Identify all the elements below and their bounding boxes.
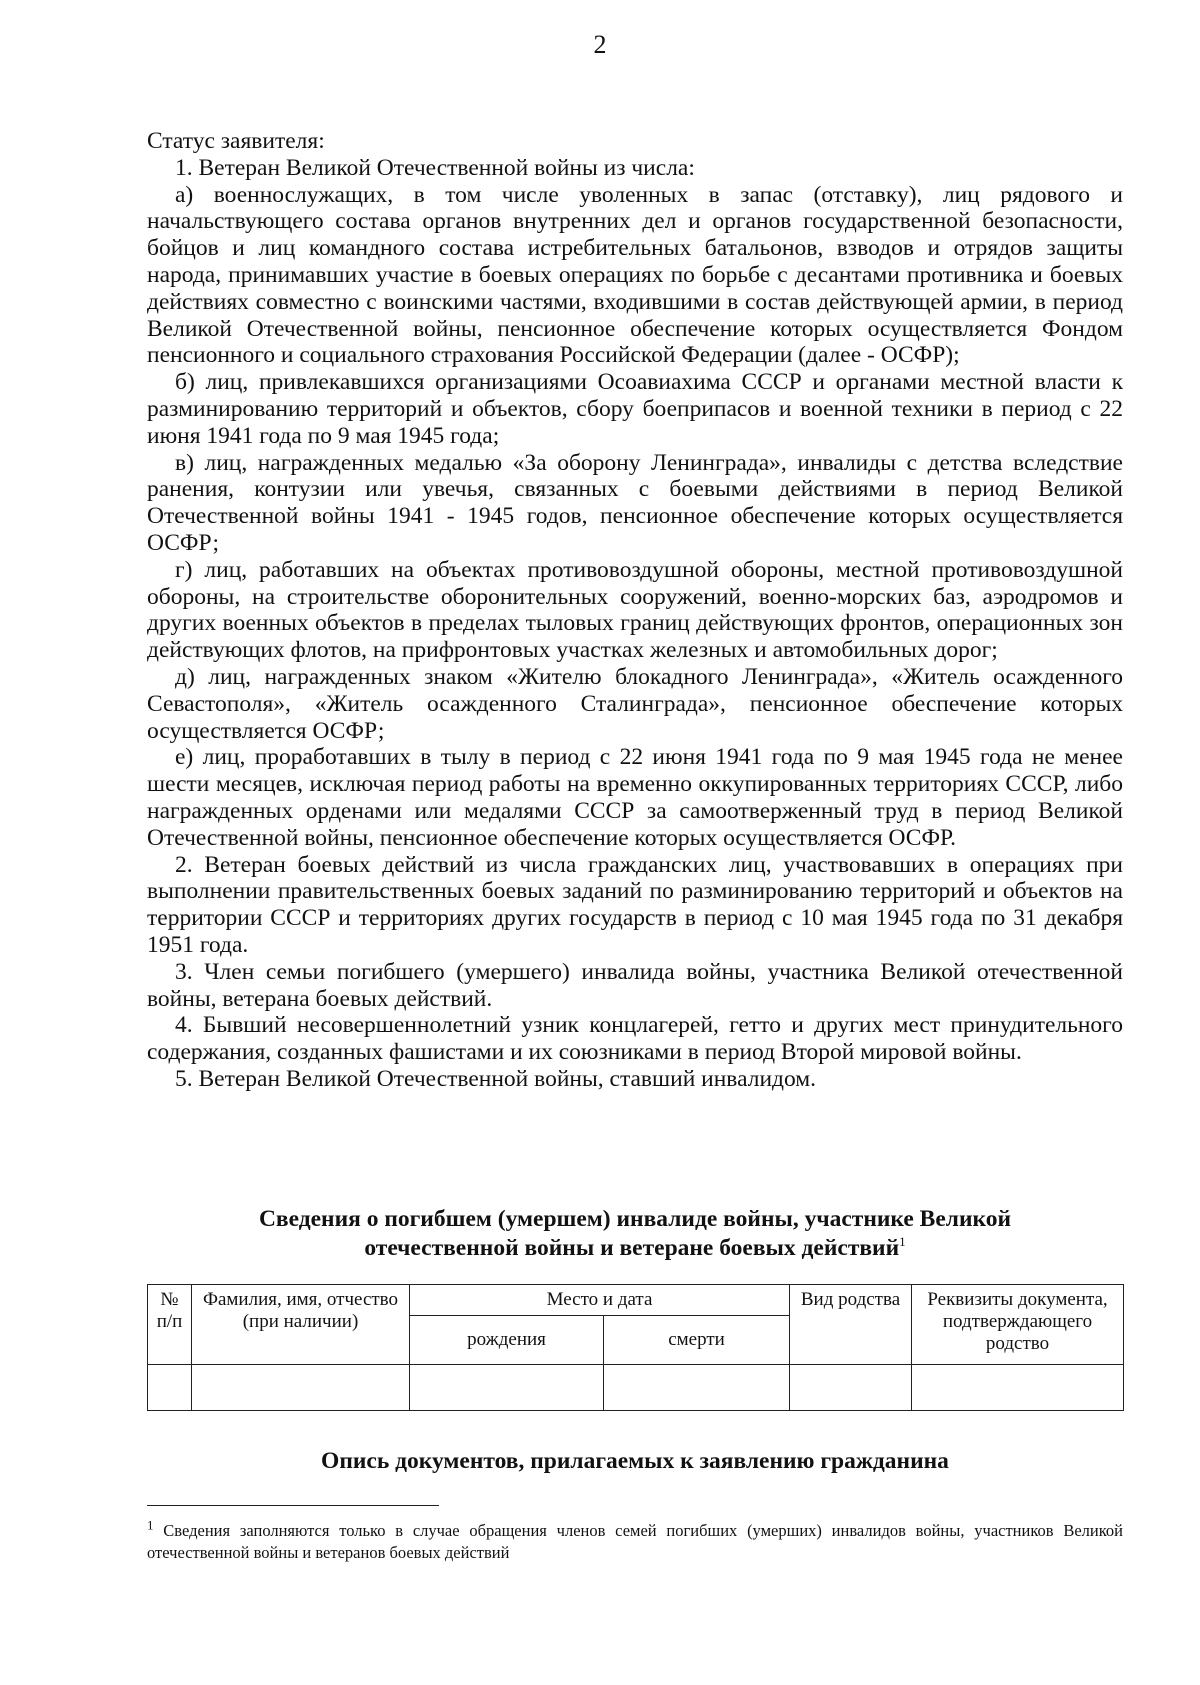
footnote-divider xyxy=(147,1505,439,1506)
cell-full-name[interactable] xyxy=(192,1365,410,1411)
table-row xyxy=(148,1365,1124,1411)
cell-document[interactable] xyxy=(912,1365,1124,1411)
header-num: № п/п xyxy=(148,1285,192,1365)
deceased-info-title-line1: Сведения о погибшем (умершем) инвалиде войны, участнике Великой xyxy=(258,1206,1012,1232)
status-item-2: 2. Ветеран боевых действий из числа гражданских лиц, участвовавших в операциях при выполнении правительственных боевых заданий по разминированию территорий и объектов на территории СССР и территориях других государств в период с 10 мая 1945 года по 31 декабря 1951 года. xyxy=(147,851,1123,958)
header-death: смерти xyxy=(604,1316,790,1365)
applicant-status-section xyxy=(147,128,1123,1093)
cell-num[interactable] xyxy=(148,1365,192,1411)
status-item-5: 5. Ветеран Великой Отечественной войны, ставший инвалидом. xyxy=(175,1065,817,1092)
table-header-row xyxy=(148,1285,1124,1316)
status-item-1d: д) лиц, награжденных знаком «Жителю блокадного Ленинграда», «Житель осажденного Севастополя», «Житель осажденного Сталинграда», пенсионное обеспечение которых осуществляется ОСФР; xyxy=(147,663,1123,744)
header-document: Реквизиты документа, подтверждающего родство xyxy=(912,1285,1124,1365)
footnote xyxy=(147,1517,1124,1564)
cell-death[interactable] xyxy=(604,1365,790,1411)
status-item-1a: а) военнослужащих, в том числе уволенных в запас (отставку), лиц рядового и начальствующего состава органов внутренних дел и органов государственной безопасности, бойцов и лиц командного состава истребительных батальонов, взводов и отрядов защиты народа, принимавших участие в боевых операциях по борьбе с десантами противника и боевых действиях совместно с воинскими частями, входившими в состав действующей армии, в период Великой Отечественной войны, пенсионное обеспечение которых осуществляется Фондом пенсионного и социального страхования Российской Федерации (далее - ОСФР); xyxy=(147,181,1123,369)
status-item-4: 4. Бывший несовершеннолетний узник концлагерей, гетто и других мест принудительного содержания, созданных фашистами и их союзниками в период Второй мировой войны. xyxy=(147,1012,1123,1066)
cell-birth[interactable] xyxy=(410,1365,604,1411)
header-relation: Вид родства xyxy=(790,1285,912,1365)
page-number: 2 xyxy=(593,30,607,59)
documents-inventory-title: Опись документов, прилагаемых к заявлению гражданина xyxy=(321,1448,949,1474)
footnote-reference: 1 xyxy=(899,1234,906,1250)
footnote-mark: 1 xyxy=(147,1517,154,1533)
header-full-name: Фамилия, имя, отчество (при наличии) xyxy=(192,1285,410,1365)
header-place-date: Место и дата xyxy=(410,1285,790,1316)
footnote-text: Сведения заполняются только в случае обращения членов семей погибших (умерших) инвалидов войны, участников Великой отечественной войны и ветеранов боевых действий xyxy=(147,1521,1124,1562)
cell-relation[interactable] xyxy=(790,1365,912,1411)
status-item-3: 3. Член семьи погибшего (умершего) инвалида войны, участника Великой отечественной войны, ветерана боевых действий. xyxy=(147,958,1123,1012)
deceased-info-title xyxy=(147,1205,1123,1263)
status-heading: Статус заявителя: xyxy=(147,128,325,154)
header-birth: рождения xyxy=(410,1316,604,1365)
status-item-1v: в) лиц, награжденных медалью «За оборону Ленинграда», инвалиды с детства вследствие ранения, контузии или увечья, связанных с боевыми действиями в период Великой Отечественной войны 1941 - 1945 годов, пенсионное обеспечение которых осуществляется ОСФР; xyxy=(147,449,1123,556)
status-item-1: 1. Ветеран Великой Отечественной войны из числа: xyxy=(175,154,695,181)
status-item-1g: г) лиц, работавших на объектах противовоздушной обороны, местной противовоздушной обороны, на строительстве оборонительных сооружений, военно-морских баз, аэродромов и других военных объектов в пределах тыловых границ действующих фронтов, операционных зон действующих флотов, на прифронтовых участках железных и автомобильных дорог; xyxy=(147,556,1123,664)
status-item-1b: б) лиц, привлекавшихся организациями Осоавиахима СССР и органами местной власти к разминированию территорий и объектов, сбору боеприпасов и военной техники в период с 22 июня 1941 года по 9 мая 1945 года; xyxy=(147,369,1123,449)
deceased-info-title-line2: отечественной войны и ветеране боевых действий xyxy=(364,1235,900,1261)
status-item-1e: е) лиц, проработавших в тылу в период с 22 июня 1941 года по 9 мая 1945 года не менее шести месяцев, исключая период работы на временно оккупированных территориях СССР, либо награжденных орденами или медалями СССР за самоотверженный труд в период Великой Отечественной войны, пенсионное обеспечение которых осуществляется ОСФР. xyxy=(147,744,1123,851)
deceased-info-table xyxy=(147,1284,1124,1411)
